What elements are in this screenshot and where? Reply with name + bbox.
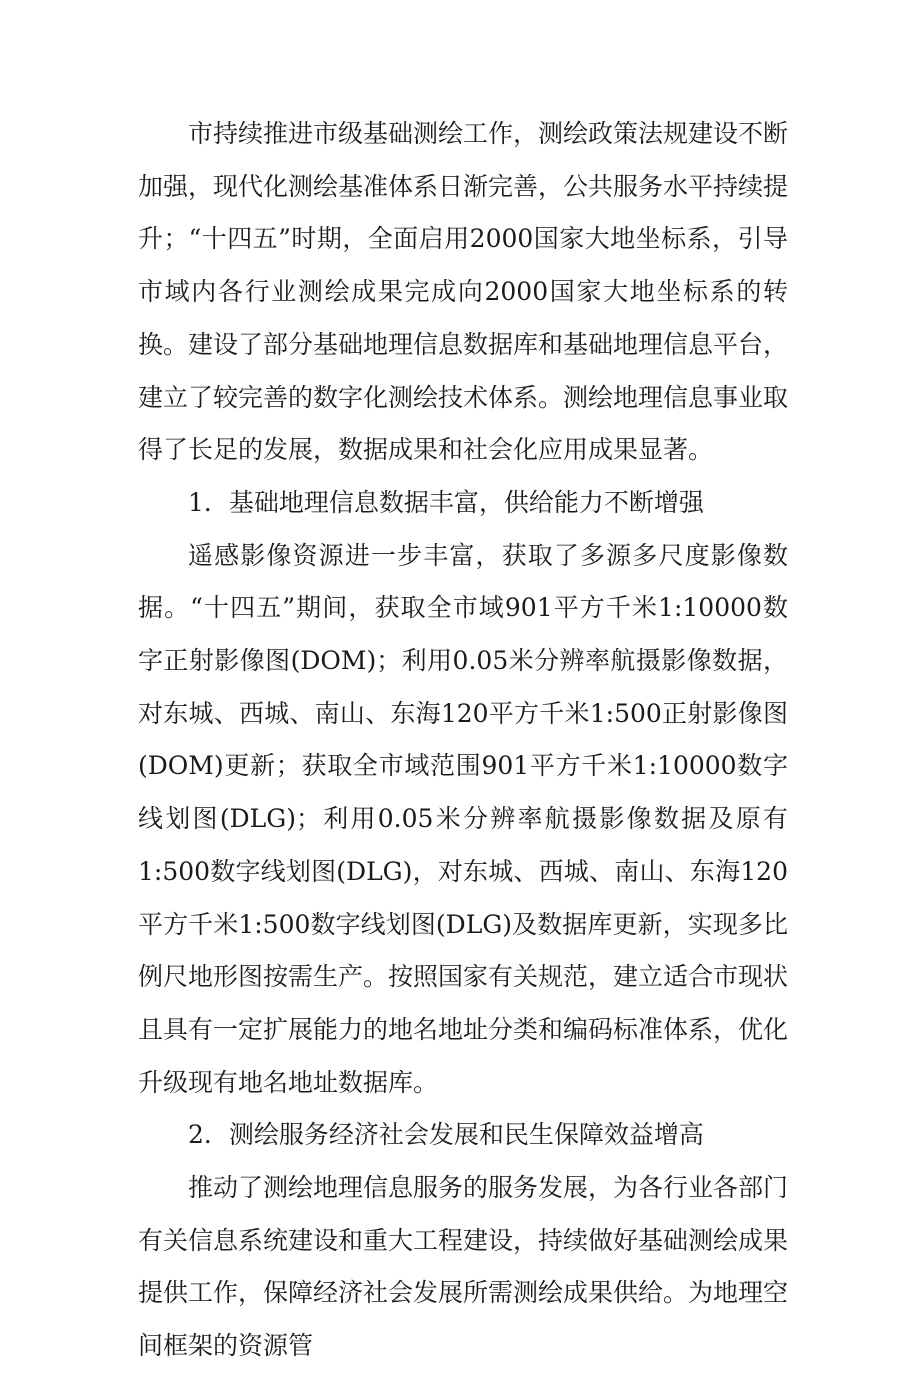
- paragraph-services: 推动了测绘地理信息服务的服务发展，为各行业各部门有关信息系统建设和重大工程建设，持续做好基础测绘成果提供工作，保障经济社会发展所需测绘成果供给。为地理空间框架的资源管: [138, 1173, 789, 1361]
- section-heading-1: 1．基础地理信息数据丰富，供给能力不断增强: [188, 487, 704, 517]
- document-body: [138, 108, 788, 1373]
- section-heading-2: 2．测绘服务经济社会发展和民生保障效益增高: [188, 1120, 704, 1150]
- paragraph-intro: 市持续推进市级基础测绘工作，测绘政策法规建设不断加强，现代化测绘基准体系日渐完善，公共服务水平持续提升；“十四五”时期，全面启用2000国家大地坐标系，引导市域内各行业测绘成果完成向2000国家大地坐标系的转换。建设了部分基础地理信息数据库和基础地理信息平台，建立了较完善的数字化测绘技术体系。测绘地理信息事业取得了长足的发展，数据成果和社会化应用成果显著。: [138, 119, 789, 465]
- paragraph-imagery: 遥感影像资源进一步丰富，获取了多源多尺度影像数据。“十四五”期间，获取全市域901平方千米1:10000数字正射影像图(DOM)；利用0.05米分辨率航摄影像数据，对东城、西城、南山、东海120平方千米1:500正射影像图(DOM)更新；获取全市域范围901平方千米1:10000数字线划图(DLG)；利用0.05米分辨率航摄影像数据及原有1:500数字线划图(DLG)，对东城、西城、南山、东海120平方千米1:500数字线划图(DLG)及数据库更新，实现多比例尺地形图按需生产。按照国家有关规范，建立适合市现状且具有一定扩展能力的地名地址分类和编码标准体系，优化升级现有地名地址数据库。: [138, 540, 789, 1097]
